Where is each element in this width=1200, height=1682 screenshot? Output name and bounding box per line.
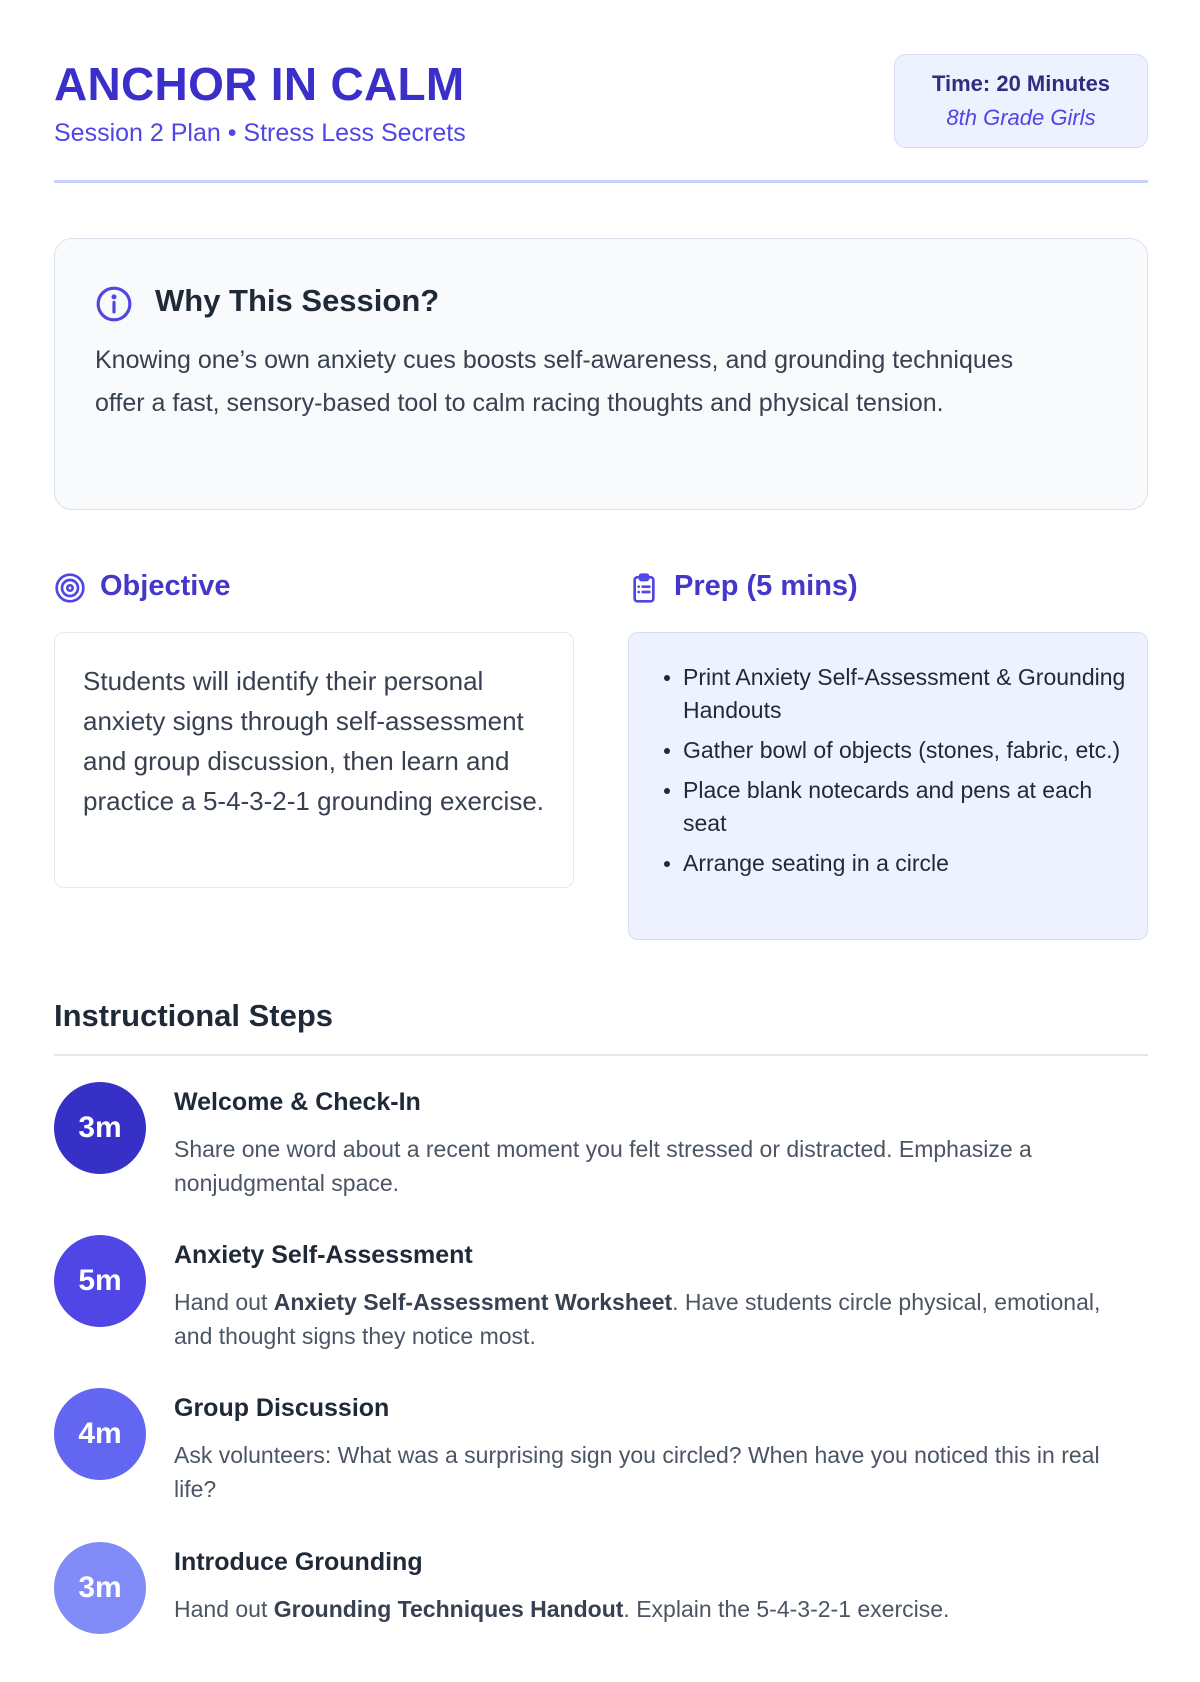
prep-list (683, 661, 1129, 887)
session-info-badge (894, 54, 1148, 148)
objective-card (54, 632, 574, 888)
step-item (54, 1082, 1148, 1222)
step-title: Anxiety Self-Assessment (174, 1241, 473, 1269)
page-header (54, 56, 1148, 184)
step-description (174, 1285, 1134, 1353)
prep-item: Place blank notecards and pens at each seat (683, 774, 1129, 840)
step-description (174, 1592, 1134, 1626)
step-duration-badge: 4m (54, 1388, 146, 1480)
step-description-text: Hand out (174, 1596, 274, 1622)
step-description-text: . Have students circle physical, emotional, and thought signs they notice most. (174, 1289, 1101, 1349)
prep-item: Print Anxiety Self-Assessment & Grounding Handouts (683, 661, 1129, 727)
prep-item: Gather bowl of objects (stones, fabric, etc.) (683, 734, 1129, 767)
step-description-text: Share one word about a recent moment you felt stressed or distracted. Emphasize a nonjudgmental space. (174, 1136, 1032, 1196)
steps-heading: Instructional Steps (54, 998, 334, 1033)
step-item (54, 1235, 1148, 1375)
page-subtitle: Session 2 Plan • Stress Less Secrets (54, 119, 466, 147)
page-title: ANCHOR IN CALM (54, 58, 465, 110)
prep-item: Arrange seating in a circle (683, 847, 1129, 880)
step-item (54, 1388, 1148, 1528)
step-description-emphasis: Anxiety Self-Assessment Worksheet (273, 1289, 673, 1315)
step-description (174, 1438, 1134, 1506)
why-text: Knowing one’s own anxiety cues boosts self-awareness, and grounding techniques offer a fast, sensory-based tool to calm racing thoughts and physical tension. (95, 346, 1014, 417)
step-title: Welcome & Check-In (174, 1088, 421, 1116)
step-description-text: . Explain the 5-4-3-2-1 exercise. (623, 1596, 950, 1622)
session-time: Time: 20 Minutes (931, 71, 1111, 96)
header-divider (54, 180, 1148, 183)
objective-label: Objective (100, 570, 231, 602)
info-circle-icon (95, 285, 133, 323)
why-session-card (54, 238, 1148, 510)
step-duration-badge: 3m (54, 1542, 146, 1634)
prep-card (628, 632, 1148, 940)
step-duration-badge: 3m (54, 1082, 146, 1174)
step-duration-badge: 5m (54, 1235, 146, 1327)
objective-text: Students will identify their personal anxiety signs through self-assessment and group discussion, then learn and practice a 5-4-3-2-1 grounding exercise. (83, 666, 545, 816)
step-title: Introduce Grounding (174, 1548, 423, 1576)
step-title: Group Discussion (174, 1394, 390, 1422)
steps-divider (54, 1054, 1148, 1056)
step-description-emphasis: Grounding Techniques Handout (273, 1596, 624, 1622)
prep-label: Prep (5 mins) (674, 570, 858, 602)
step-description-text: Ask volunteers: What was a surprising sign you circled? When have you noticed this in real life? (174, 1442, 1100, 1502)
step-item (54, 1542, 1148, 1682)
session-audience: 8th Grade Girls (946, 105, 1096, 130)
why-heading: Why This Session? (155, 283, 440, 318)
clipboard-list-icon (628, 572, 660, 604)
step-description-text: Hand out (174, 1289, 274, 1315)
target-icon (54, 572, 86, 604)
step-description (174, 1132, 1134, 1200)
